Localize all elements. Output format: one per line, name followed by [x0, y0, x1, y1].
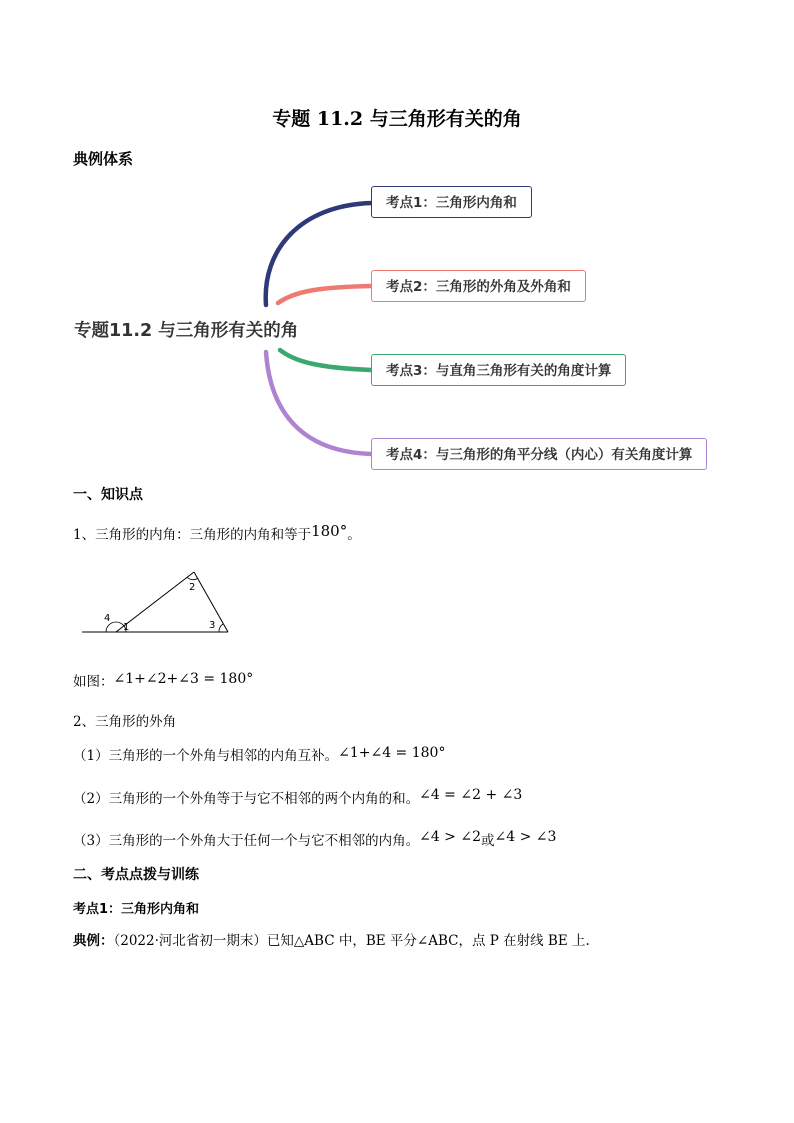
item1-math: 180°: [311, 522, 348, 540]
knowledge-item-1: [73, 523, 361, 543]
triangle-figure: [78, 565, 238, 640]
mindmap-node-4: 考点4：与三角形的角平分线（内心）有关角度计算: [371, 438, 707, 470]
page-title: 专题 11.2 与三角形有关的角: [272, 108, 522, 130]
mindmap-node-1: 考点1：三角形内角和: [371, 186, 532, 218]
mindmap-node-2: 考点2：三角形的外角及外角和: [371, 270, 586, 302]
example-text: （2022·河北省初一期末）已知△ABC 中，BE 平分∠ABC，点 P 在射线 BE 上.: [113, 933, 590, 949]
item1-text: 1、三角形的内角：三角形的内角和等于: [73, 527, 312, 543]
angle-label-3: 3: [209, 620, 216, 631]
mindmap-node-3: 考点3：与直角三角形有关的角度计算: [371, 354, 626, 386]
angle-label-4: 4: [104, 613, 111, 624]
knowledge-item-2-heading: 2、三角形的外角: [73, 714, 177, 730]
figure-caption: [73, 670, 253, 690]
angle-label-1: 1: [123, 622, 130, 633]
example-1: [73, 929, 590, 949]
figure-caption-math: ∠1+∠2+∠3 = 180°: [113, 671, 254, 687]
item1-end: 。: [347, 527, 361, 543]
knowledge-item-2-2: （2）三角形的一个外角等于与它不相邻的两个内角的和。∠4 = ∠2 + ∠3: [73, 787, 523, 807]
angle-label-2: 2: [189, 582, 196, 593]
section2-heading: 二、考点点拨与训练: [73, 867, 199, 883]
knowledge-item-2-1: （1）三角形的一个外角与相邻的内角互补。∠1+∠4 = 180°: [73, 745, 446, 764]
topic1-heading: 考点1：三角形内角和: [73, 902, 200, 917]
knowledge-item-2-3: （3）三角形的一个外角大于任何一个与它不相邻的内角。∠4 > ∠2或∠4 > ∠3: [73, 829, 557, 849]
mindmap-root: 专题11.2 与三角形有关的角: [74, 321, 299, 341]
figure-caption-prefix: 如图：: [73, 674, 114, 690]
connector-3: [280, 350, 372, 370]
example-label: 典例：: [73, 933, 114, 949]
connector-2: [278, 286, 372, 303]
section1-heading: 一、知识点: [73, 487, 143, 503]
section-typical-heading: 典例体系: [73, 150, 134, 168]
